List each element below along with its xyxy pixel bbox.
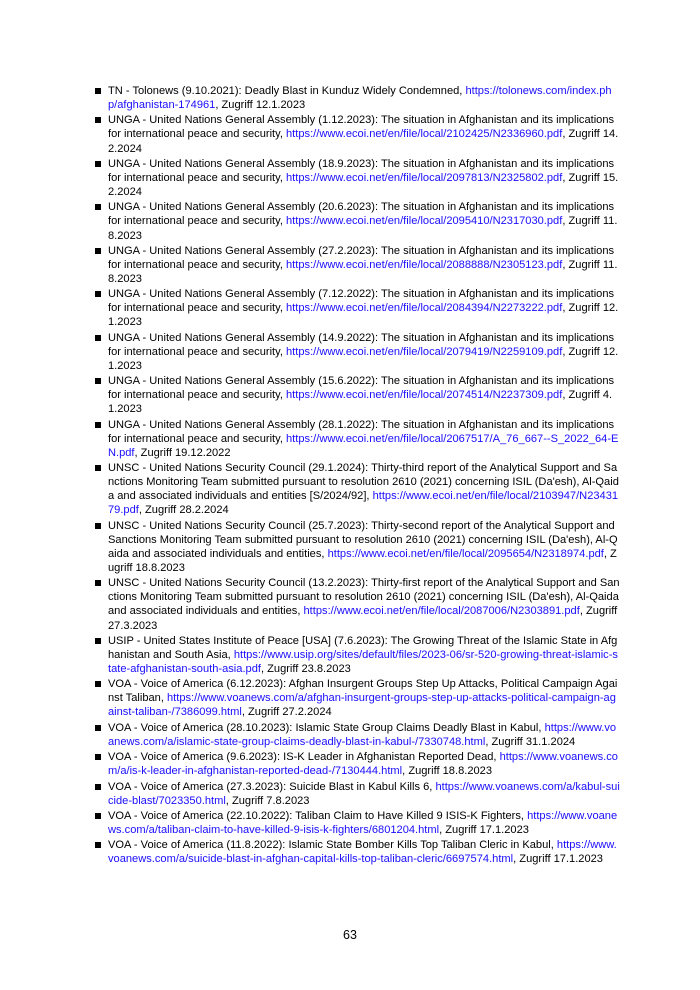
reference-link[interactable]: https://www.voanews.com/a/islamic-state-group-claims-deadly-blast-in-kabul-/7330748.html <box>108 721 617 748</box>
reference-access-date: , Zugriff 19.12.2022 <box>134 446 231 459</box>
reference-item <box>95 461 620 517</box>
reference-link[interactable]: https://www.ecoi.net/en/file/local/2095410/N2317030.pdf <box>286 215 563 228</box>
reference-text: UNGA - United Nations General Assembly (15.6.2022): The situation in Afghanistan and its implications for international peace and security, <box>108 375 615 402</box>
bullet-square-icon <box>95 291 101 297</box>
reference-link[interactable]: https://www.voanews.com/a/is-k-leader-in-afghanistan-reported-dead-/7130444.html <box>108 751 618 778</box>
reference-text: UNSC - United Nations Security Council (29.1.2024): Thirty-third report of the Analytical Support and Sanctions Monitoring Team submitted pursuant to resolution 2610 (2021) concerning ISIL (Da'esh), Al-Qaida and associated individuals and entities [S/2024/92], <box>108 462 619 503</box>
bullet-square-icon <box>95 580 101 586</box>
reference-text: VOA - Voice of America (11.8.2022): Islamic State Bomber Kills Top Taliban Cleric in Kabul, <box>108 839 557 852</box>
bullet-square-icon <box>95 204 101 210</box>
reference-access-date: , Zugriff 27.3.2023 <box>108 605 618 632</box>
reference-text: VOA - Voice of America (27.3.2023): Suicide Blast in Kabul Kills 6, <box>108 780 436 793</box>
reference-access-date: , Zugriff 31.1.2024 <box>485 735 576 748</box>
reference-access-date: , Zugriff 28.2.2024 <box>138 504 229 517</box>
reference-access-date: , Zugriff 15.2.2024 <box>108 171 619 199</box>
reference-text: VOA - Voice of America (6.12.2023): Afghan Insurgent Groups Step Up Attacks, Political Campaign Against Taliban, <box>108 678 618 705</box>
bullet-square-icon <box>95 842 101 848</box>
reference-link[interactable]: https://www.voanews.com/a/suicide-blast-in-afghan-capital-kills-top-taliban-cleric/6697574.html <box>108 839 617 866</box>
reference-text: UNGA - United Nations General Assembly (1.12.2023): The situation in Afghanistan and its implications for international peace and security, <box>108 114 615 141</box>
bullet-square-icon <box>95 754 101 760</box>
reference-access-date: , Zugriff 11.8.2023 <box>108 215 618 242</box>
reference-access-date: , Zugriff 23.8.2023 <box>260 663 351 675</box>
reference-item <box>95 374 620 416</box>
reference-link[interactable]: https://www.ecoi.net/en/file/local/2097813/N2325802.pdf <box>286 171 563 184</box>
reference-link[interactable]: https://www.voanews.com/a/kabul-suicide-blast/7023350.html <box>108 780 620 807</box>
reference-item <box>95 113 620 155</box>
reference-access-date: , Zugriff 12.1.2023 <box>108 345 619 372</box>
reference-link[interactable]: https://www.ecoi.net/en/file/local/2067517/A_76_667--S_2022_64-EN.pdf <box>108 432 619 459</box>
bullet-square-icon <box>95 161 101 167</box>
reference-link[interactable]: https://www.ecoi.net/en/file/local/2103947/N2343179.pdf <box>108 490 619 517</box>
bullet-square-icon <box>95 813 101 819</box>
reference-item <box>95 780 620 808</box>
reference-link[interactable]: https://www.ecoi.net/en/file/local/2095654/N2318974.pdf <box>327 547 604 560</box>
bullet-square-icon <box>95 465 101 471</box>
reference-text: UNSC - United Nations Security Council (25.7.2023): Thirty-second report of the Analytical Support and Sanctions Monitoring Team submitted pursuant to resolution 2610 (2021) concerning ISIL (Da'esh), Al-Qaida and associated individuals and entities, <box>108 519 618 560</box>
reference-item <box>95 721 620 749</box>
reference-item <box>95 519 620 575</box>
reference-access-date: , Zugriff 18.8.2023 <box>402 765 492 778</box>
reference-link[interactable]: https://www.usip.org/sites/default/files/2023-06/sr-520-growing-threat-islamic-state-afghanistan-south-asia.pdf <box>108 648 618 675</box>
reference-text: UNGA - United Nations General Assembly (20.6.2023): The situation in Afghanistan and its implications for international peace and security, <box>108 201 615 228</box>
bullet-square-icon <box>95 784 101 790</box>
reference-text: VOA - Voice of America (22.10.2022): Taliban Claim to Have Killed 9 ISIS-K Fighters, <box>108 809 528 822</box>
bullet-square-icon <box>95 248 101 254</box>
reference-item <box>95 809 620 837</box>
reference-access-date: , Zugriff 7.8.2023 <box>225 794 310 807</box>
reference-link[interactable]: https://www.ecoi.net/en/file/local/2084394/N2273222.pdf <box>286 302 563 315</box>
reference-link[interactable]: https://www.ecoi.net/en/file/local/2074514/N2237309.pdf <box>286 389 563 402</box>
page-number: 63 <box>343 928 357 942</box>
reference-item <box>95 157 620 199</box>
reference-item <box>95 418 620 460</box>
reference-item <box>95 838 620 866</box>
reference-link[interactable]: https://www.ecoi.net/en/file/local/2102425/N2336960.pdf <box>286 128 563 141</box>
bullet-square-icon <box>95 681 101 687</box>
reference-text: UNSC - United Nations Security Council (13.2.2023): Thirty-first report of the Analytical Support and Sanctions Monitoring Team submitted pursuant to resolution 2610 (2021) concerning ISIL (Da'esh), Al-Qaida and associated individuals and entities, <box>108 577 620 618</box>
reference-access-date: , Zugriff 27.2.2024 <box>241 706 332 719</box>
reference-item <box>95 677 620 719</box>
reference-item <box>95 576 620 632</box>
reference-text: VOA - Voice of America (28.10.2023): Islamic State Group Claims Deadly Blast in Kabul, <box>108 721 545 734</box>
reference-item <box>95 750 620 778</box>
reference-access-date: , Zugriff 4.1.2023 <box>108 389 613 416</box>
bullet-square-icon <box>95 378 101 384</box>
reference-link[interactable]: https://www.ecoi.net/en/file/local/2079419/N2259109.pdf <box>286 345 563 358</box>
reference-text: UNGA - United Nations General Assembly (27.2.2023): The situation in Afghanistan and its implications for international peace and security, <box>108 244 615 271</box>
reference-link[interactable]: https://www.ecoi.net/en/file/local/2088888/N2305123.pdf <box>286 258 563 271</box>
reference-item <box>95 244 620 286</box>
reference-item <box>95 200 620 242</box>
reference-item <box>95 331 620 373</box>
reference-access-date: , Zugriff 12.1.2023 <box>108 302 619 329</box>
bullet-square-icon <box>95 335 101 341</box>
reference-access-date: , Zugriff 17.1.2023 <box>513 853 603 866</box>
bullet-square-icon <box>95 523 101 529</box>
reference-text: UNGA - United Nations General Assembly (28.1.2022): The situation in Afghanistan and its implications for international peace and security, <box>108 418 615 445</box>
reference-access-date: , Zugriff 14.2.2024 <box>108 128 619 155</box>
reference-item <box>95 84 620 112</box>
reference-item <box>95 287 620 329</box>
reference-text: UNGA - United Nations General Assembly (18.9.2023): The situation in Afghanistan and its implications for international peace and security, <box>108 157 615 184</box>
reference-link[interactable]: https://www.ecoi.net/en/file/local/2087006/N2303891.pdf <box>303 605 580 618</box>
bullet-square-icon <box>95 422 101 428</box>
reference-access-date: , Zugriff 17.1.2023 <box>439 823 529 836</box>
reference-text: VOA - Voice of America (9.6.2023): IS-K Leader in Afghanistan Reported Dead, <box>108 751 500 764</box>
bullet-square-icon <box>95 117 101 123</box>
reference-link[interactable]: https://www.voanews.com/a/taliban-claim-to-have-killed-9-isis-k-fighters/6801204.html <box>108 809 618 836</box>
bullet-square-icon <box>95 88 101 94</box>
reference-access-date: , Zugriff 12.1.2023 <box>215 99 306 112</box>
bullet-square-icon <box>95 638 101 644</box>
reference-text: UNGA - United Nations General Assembly (7.12.2022): The situation in Afghanistan and its implications for international peace and security, <box>108 288 615 315</box>
reference-text: UNGA - United Nations General Assembly (14.9.2022): The situation in Afghanistan and its implications for international peace and security, <box>108 331 615 358</box>
reference-list <box>95 84 620 868</box>
reference-text: USIP - United States Institute of Peace [USA] (7.6.2023): The Growing Threat of the Islamic State in Afghanistan and South Asia, <box>108 634 618 661</box>
reference-text: TN - Tolonews (9.10.2021): Deadly Blast in Kunduz Widely Condemned, <box>108 85 466 97</box>
reference-access-date: , Zugriff 18.8.2023 <box>108 547 617 574</box>
reference-link[interactable]: https://www.voanews.com/a/afghan-insurgent-groups-step-up-attacks-political-campaign-against-taliban-/7386099.html <box>108 692 616 719</box>
reference-access-date: , Zugriff 11.8.2023 <box>108 258 618 285</box>
bullet-square-icon <box>95 725 101 731</box>
reference-item <box>95 634 620 676</box>
reference-link[interactable]: https://tolonews.com/index.php/afghanistan-174961 <box>108 85 612 112</box>
